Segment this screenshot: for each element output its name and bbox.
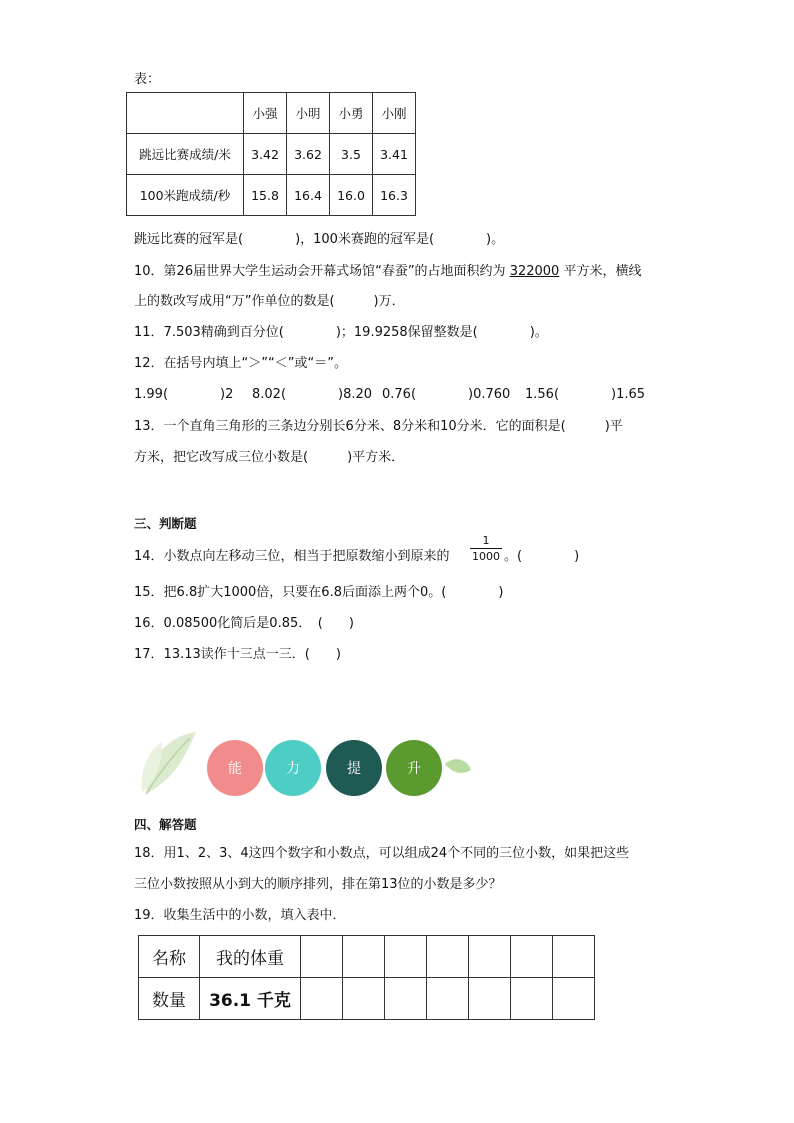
table-cell: 3.42 — [244, 134, 287, 175]
empty-cell[interactable] — [511, 936, 553, 978]
table-row — [139, 936, 595, 978]
table-cell: 3.62 — [287, 134, 330, 175]
table-cell: 数量 — [139, 978, 200, 1020]
fraction — [470, 534, 502, 563]
question-10-cont: 上的数改写成用“万”作单位的数是( )万． — [134, 294, 405, 309]
banner-circle — [207, 740, 263, 796]
table-cell: 小强 — [244, 93, 287, 134]
banner-circle — [265, 740, 321, 796]
empty-cell[interactable] — [427, 978, 469, 1020]
question-11: 11．7.503精确到百分位( )；19.9258保留整数是( )。 — [134, 325, 548, 340]
empty-cell[interactable] — [469, 936, 511, 978]
table-cell: 小明 — [287, 93, 330, 134]
section-heading: 三、判断题 — [134, 516, 197, 531]
empty-cell[interactable] — [385, 978, 427, 1020]
table-cell: 名称 — [139, 936, 200, 978]
empty-cell[interactable] — [385, 936, 427, 978]
score-table — [126, 92, 416, 216]
leaf-decoration — [138, 728, 208, 798]
table-cell: 15.8 — [244, 175, 287, 216]
table-cell: 16.0 — [330, 175, 373, 216]
compare-item: 8.02( )8.20 — [252, 387, 373, 402]
fraction-numerator: 1 — [470, 534, 502, 549]
question-17: 17．13.13读作十三点一三．( ) — [134, 647, 341, 662]
table-cell: 100米跑成绩/秒 — [127, 175, 244, 216]
table-row — [139, 978, 595, 1020]
small-leaf-icon — [443, 754, 473, 784]
question-16: 16．0.08500化简后是0.85． ( ) — [134, 616, 354, 631]
empty-cell[interactable] — [427, 936, 469, 978]
question-13-cont: 方米，把它改写成三位小数是( )平方米． — [134, 450, 405, 465]
empty-cell[interactable] — [343, 978, 385, 1020]
empty-cell[interactable] — [553, 936, 595, 978]
table-intro: 表： — [134, 72, 161, 87]
ability-banner — [138, 728, 478, 798]
empty-cell[interactable] — [511, 978, 553, 1020]
compare-item: 0.76( )0.760 — [382, 387, 511, 402]
question-13: 13．一个直角三角形的三条边分别长6分米、8分米和10分米．它的面积是( )平 — [134, 419, 623, 434]
banner-circle — [386, 740, 442, 796]
empty-cell[interactable] — [301, 936, 343, 978]
banner-char: 能 — [228, 761, 242, 777]
compare-item: 1.56( )1.65 — [525, 387, 646, 402]
banner-circle — [326, 740, 382, 796]
question-10 — [134, 260, 641, 279]
collect-table — [138, 935, 595, 1020]
banner-char: 提 — [347, 761, 361, 777]
table-row — [127, 134, 416, 175]
table-cell — [127, 93, 244, 134]
table-cell: 3.5 — [330, 134, 373, 175]
table-cell: 小勇 — [330, 93, 373, 134]
question-18: 18．用1、2、3、4这四个数字和小数点，可以组成24个不同的三位小数，如果把这些 — [134, 846, 630, 861]
empty-cell[interactable] — [469, 978, 511, 1020]
table-row — [127, 93, 416, 134]
banner-char: 力 — [286, 761, 300, 777]
table-cell: 我的体重 — [200, 936, 301, 978]
empty-cell[interactable] — [301, 978, 343, 1020]
underlined-number: 322000 — [509, 264, 560, 279]
banner-char: 升 — [407, 761, 421, 777]
question-14-blank: 。( ) — [504, 549, 580, 564]
fraction-denominator: 1000 — [472, 550, 500, 563]
empty-cell[interactable] — [553, 978, 595, 1020]
table-cell: 3.41 — [373, 134, 416, 175]
question-14: 14．小数点向左移动三位，相当于把原数缩小到原来的 — [134, 549, 450, 564]
question-19: 19．收集生活中的小数，填入表中． — [134, 908, 346, 923]
table-cell: 跳远比赛成绩/米 — [127, 134, 244, 175]
table-cell: 16.3 — [373, 175, 416, 216]
empty-cell[interactable] — [343, 936, 385, 978]
section-heading: 四、解答题 — [134, 817, 197, 832]
table-cell: 36.1 千克 — [200, 978, 301, 1020]
table-cell: 小刚 — [373, 93, 416, 134]
question-18-cont: 三位小数按照从小到大的顺序排列，排在第13位的小数是多少？ — [134, 877, 502, 892]
question-text: 平方米，横线 — [559, 264, 642, 279]
table-cell: 16.4 — [287, 175, 330, 216]
table-row — [127, 175, 416, 216]
answer-line: 跳远比赛的冠军是( )，100米赛跑的冠军是( )。 — [134, 232, 505, 247]
compare-item: 1.99( )2 — [134, 387, 234, 402]
question-12: 12．在括号内填上“＞”“＜”或“＝”。 — [134, 356, 347, 371]
question-text: 10．第26届世界大学生运动会开幕式场馆“春蚕”的占地面积约为 — [134, 264, 510, 279]
question-15: 15．把6.8扩大1000倍，只要在6.8后面添上两个0。( ) — [134, 585, 504, 600]
